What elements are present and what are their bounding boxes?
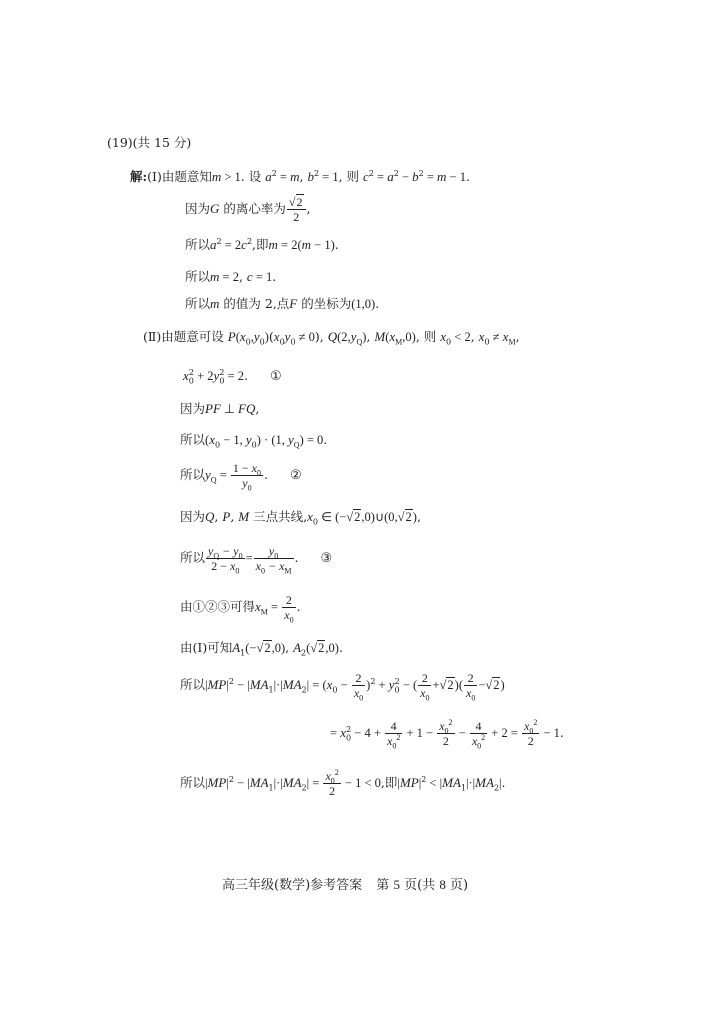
perpendicular-line: 因为PF ⊥ FQ,: [180, 401, 260, 416]
problem-header: (19)(共 15 分): [107, 135, 192, 150]
page-total: 8: [439, 877, 446, 892]
conclusion-line: 所以m 的值为 2,点F 的坐标为(1,0).: [185, 296, 380, 311]
a2-line: 所以$a^2 = 2c^2$,即m = 2(m − 1).: [185, 236, 339, 252]
calculation-line-2: = $x_0^2 - 4$ + $\frac{4}{x_0^2}$ + 1 − $\frac{x_0^2}{2}$ − $\frac{4}{x_0^2}$ + 2 = $\frac{x_0^2}{2}$ − 1.: [330, 718, 564, 751]
m-value-line: 所以m = 2, c = 1.: [185, 269, 277, 284]
page-footer: 高三年级(数学)参考答案 第 5 页(共 8 页): [222, 877, 469, 893]
part1-intro-line: 解:(Ⅰ)由题意知m > 1. 设 $a^2 = m$, $b^2 = 1$, 则 $c^2 = a^2 - b^2 = m - 1$.: [130, 168, 470, 184]
collinear-line: 因为Q, P, M 三点共线$,x_0$ ∈ (−√2,0)∪(0,√2),: [180, 509, 421, 527]
part2-intro-line: (Ⅱ)由题意可设 $P(x_0,y_0)(x_0y_0 \ne 0)$, $Q(2,y_Q)$, $M(x_M,0)$, 则 $x_0 < 2$, $x_0 \ne x_M$,: [143, 329, 520, 347]
equation-2: 所以$y_Q$ = $\frac{1 - x_0}{y_0}$ . ②: [180, 461, 302, 493]
part1-intro: (Ⅰ)由题意知: [147, 169, 212, 184]
dot-product-line: 所以($x_0 - 1$, $y_0) \cdot (1$, $y_Q) = 0$.: [180, 432, 328, 450]
calculation-line-1: 所以$|MP|^2 - |MA_1|\cdot|MA_2| = (x_0$ − $\frac{2}{x_0}$ )$^2 + y_0^2$ − ( $\frac{2}{x_0}$ +√2)( $\frac{2}{x_0}$ −√2): [180, 671, 505, 703]
a-points-line: 由(Ⅰ)可知$A_1(-√2,0)$, $A_2(√2,0)$.: [180, 640, 343, 658]
eccentricity-line: 因为G 的离心率为 $\frac{√2}{2}$ ,: [185, 195, 311, 224]
final-line: 所以$|MP|^2 - |MA_1|\cdot|MA_2|$ = $\frac{x_0^2}{2}$ − 1 < 0,即$|MP|^2 < |MA_1|\cdot|MA_2|$.: [180, 768, 506, 798]
page-number: 5: [393, 877, 400, 892]
equation-1: $x_0^2 + 2y_0^2 = 2$. ①: [183, 367, 282, 386]
equation-3: 所以 $\frac{y_Q - y_0}{2 - x_0}$ = $\frac{y_0}{x_0 - x_M}$ . ③: [180, 544, 333, 576]
footer-title: 高三年级(数学)参考答案: [222, 878, 363, 893]
xm-line: 由①②③可得$x_M$ = $\frac{2}{x_0}$ .: [180, 593, 301, 625]
solution-label: 解:: [130, 169, 148, 184]
